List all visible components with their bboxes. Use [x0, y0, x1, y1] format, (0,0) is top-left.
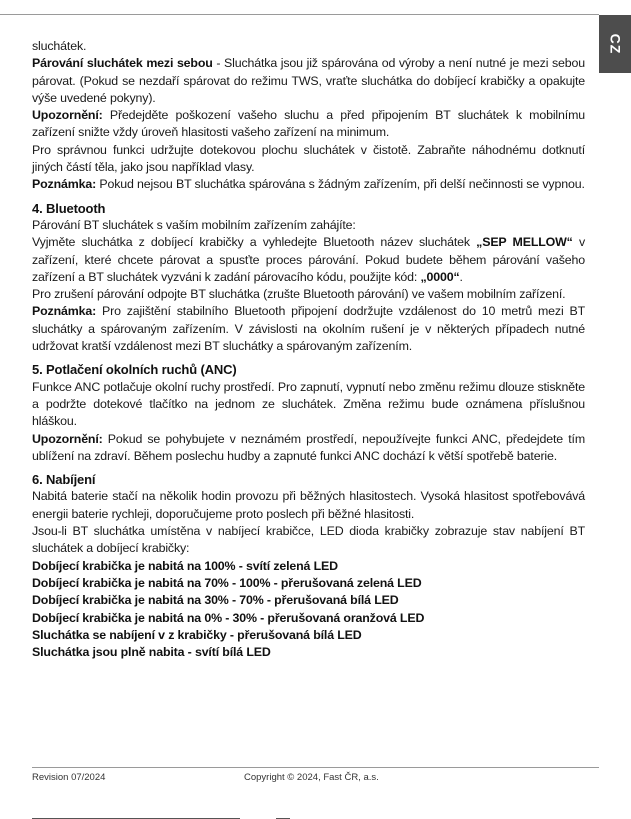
anc-warning-text: Pokud se pohybujete v neznámém prostředí, nepoužívejte funkci ANC, předejdete tím ublížení na zdraví. Během poslechu hudby a zapnuté funkci ANC dochází k větší spotřebě baterie. — [32, 431, 585, 463]
warning-label: Upozornění: — [32, 108, 103, 123]
pairing-paragraph — [32, 55, 585, 107]
warning-paragraph — [32, 107, 585, 142]
note-paragraph — [32, 176, 585, 193]
warning-text: Předejděte poškození vašeho sluchu a před připojením BT sluchátek k mobilnímu zařízení snižte vždy úroveň hlasitosti vašeho zařízení na minimum. — [32, 108, 585, 140]
revision-text: Revision 07/2024 — [32, 772, 106, 783]
bluetooth-intro: Párování BT sluchátek s vaším mobilním zařízením zahájíte: — [32, 217, 356, 232]
bluetooth-pairing-code: „0000“ — [420, 269, 460, 284]
copyright-text: Copyright © 2024, Fast ČR, a.s. — [244, 772, 379, 783]
bluetooth-pairing-paragraph — [32, 234, 585, 286]
anc-heading: 5. Potlačení okolních ruchů (ANC) — [32, 362, 237, 378]
note-label: Poznámka: — [32, 177, 97, 192]
bluetooth-note-paragraph — [32, 303, 585, 355]
footer-rule — [32, 767, 599, 768]
led-status-line: Dobíjecí krabička je nabitá na 0% - 30% - přerušovaná oranžová LED — [32, 610, 425, 625]
language-tab — [599, 15, 631, 73]
language-code: CZ — [606, 33, 623, 55]
cleaning-paragraph: Pro správnou funkci udržujte dotekovou plochu sluchátek v čistotě. Zabraňte náhodnému dotknutí jiných částí těla, jako jsou například vlasy. — [32, 142, 585, 175]
led-status-line: Dobíjecí krabička je nabitá na 30% - 70% - přerušovaná bílá LED — [32, 593, 399, 608]
bluetooth-pairing-mid: v zařízení, které chcete párovat a spusťte proces párování. Pokud budete během párování vašeho zařízení a BT sluchátek vyzváni k zadání párovacího kódu, použijte kód: — [32, 235, 585, 284]
bluetooth-device-name: „SEP MELLOW“ — [476, 235, 573, 250]
bluetooth-note-label: Poznámka: — [32, 304, 97, 319]
charging-heading: 6. Nabíjení — [32, 472, 96, 488]
top-rule — [0, 14, 599, 15]
charging-paragraph: Nabitá baterie stačí na několik hodin provozu při běžných hlasitostech. Vysoká hlasitost spotřebovává energii baterie rychleji, doporučujeme proto poslech při běžné hlasitosti. — [32, 489, 585, 521]
pairing-text: - Sluchátka jsou již spárována od výroby a není nutné je mezi sebou párovat. (Pokud se nezdaří spárovat do režimu TWS, vraťte sluchátka do dobíjecí krabičky a opakujte výše uvedené pokyny). — [32, 56, 585, 105]
bluetooth-note-text: Pro zajištění stabilního Bluetooth připojení dodržujte vzdálenost do 10 metrů mezi BT sluchátky a spárovaným zařízením. V závislosti na okolním rušení je v některých případech nutné udržovat kratší vzdálenost mezi BT sluchátky a spárovaným zařízením. — [32, 304, 585, 354]
led-status-line: Dobíjecí krabička je nabitá na 100% - svítí zelená LED — [32, 558, 338, 573]
led-status-line: Sluchátka se nabíjení v z krabičky - přerušovaná bílá LED — [32, 627, 362, 642]
bluetooth-pairing-end: . — [459, 269, 463, 284]
bluetooth-heading: 4. Bluetooth — [32, 200, 106, 216]
charging-led-paragraph: Jsou-li BT sluchátka umístěna v nabíjecí krabičce, LED dioda krabičky zobrazuje stav nabíjení BT sluchátek a dobíjecí krabičky: — [32, 524, 585, 556]
document-body — [32, 38, 585, 661]
bluetooth-pairing-pre: Vyjměte sluchátka z dobíjecí krabičky a vyhledejte Bluetooth název sluchátek — [32, 235, 477, 250]
anc-paragraph: Funkce ANC potlačuje okolní ruchy prostředí. Pro zapnutí, vypnutí nebo změnu režimu dlouze stiskněte a podržte dotekové tlačítko na jednom ze sluchátek. Změna režimu bude oznámena příslušnou hláškou. — [32, 379, 585, 429]
pairing-label: Párování sluchátek mezi sebou — [32, 56, 213, 71]
bluetooth-unpair-paragraph: Pro zrušení párování odpojte BT sluchátka (zrušte Bluetooth párování) ve vašem mobilním zařízení. — [32, 287, 566, 302]
led-status-line: Dobíjecí krabička je nabitá na 70% - 100% - přerušovaná zelená LED — [32, 575, 422, 590]
continued-paragraph: sluchátek. — [32, 39, 87, 53]
note-text: Pokud nejsou BT sluchátka spárována s žádným zařízením, při delší nečinnosti se vypnou. — [96, 177, 585, 192]
anc-warning-label: Upozornění: — [32, 431, 103, 446]
anc-warning-paragraph — [32, 431, 585, 466]
led-status-line: Sluchátka jsou plně nabita - svítí bílá LED — [32, 645, 271, 660]
